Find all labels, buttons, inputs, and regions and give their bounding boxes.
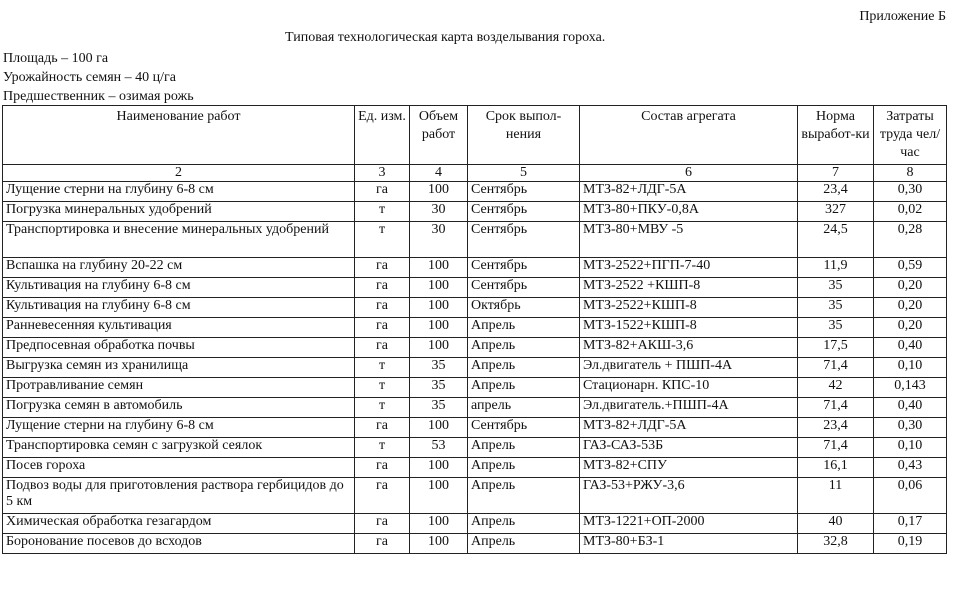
header-term: Срок выпол-нения bbox=[468, 106, 580, 165]
cell-norm: 42 bbox=[798, 378, 874, 398]
header-volume: Объем работ bbox=[410, 106, 468, 165]
cell-unitset: МТЗ-2522+КШП-8 bbox=[580, 298, 798, 318]
cell-unit: га bbox=[355, 478, 410, 514]
cell-unitset: МТЗ-82+АКШ-3,6 bbox=[580, 338, 798, 358]
cell-name: Химическая обработка гезагардом bbox=[3, 514, 355, 534]
cell-volume: 100 bbox=[410, 458, 468, 478]
table-row bbox=[3, 438, 947, 458]
table-row bbox=[3, 258, 947, 278]
cell-term: Октябрь bbox=[468, 298, 580, 318]
cell-unitset: МТЗ-80+БЗ-1 bbox=[580, 534, 798, 554]
cell-unitset: ГАЗ-53+РЖУ-3,6 bbox=[580, 478, 798, 514]
cell-name: Погрузка минеральных удобрений bbox=[3, 202, 355, 222]
table-row bbox=[3, 478, 947, 514]
cell-labor: 0,10 bbox=[874, 358, 947, 378]
cell-unitset: ГАЗ-САЗ-53Б bbox=[580, 438, 798, 458]
cell-labor: 0,59 bbox=[874, 258, 947, 278]
table-row bbox=[3, 278, 947, 298]
cell-unitset: МТЗ-2522 +КШП-8 bbox=[580, 278, 798, 298]
cell-unit: т bbox=[355, 222, 410, 258]
cell-name: Транспортировка и внесение минеральных удобрений bbox=[3, 222, 355, 258]
cell-name: Предпосевная обработка почвы bbox=[3, 338, 355, 358]
area-line: Площадь – 100 га bbox=[3, 51, 109, 66]
cell-norm: 35 bbox=[798, 278, 874, 298]
technology-map-table bbox=[2, 105, 947, 554]
cell-norm: 40 bbox=[798, 514, 874, 534]
cell-volume: 35 bbox=[410, 398, 468, 418]
header-unitset: Состав агрегата bbox=[580, 106, 798, 165]
cell-name: Подвоз воды для приготовления раствора гербицидов до 5 км bbox=[3, 478, 355, 514]
cell-labor: 0,20 bbox=[874, 318, 947, 338]
cell-unitset: МТЗ-80+МВУ -5 bbox=[580, 222, 798, 258]
cell-term: апрель bbox=[468, 398, 580, 418]
cell-labor: 0,17 bbox=[874, 514, 947, 534]
cell-unit: т bbox=[355, 398, 410, 418]
cell-norm: 35 bbox=[798, 298, 874, 318]
table-row bbox=[3, 298, 947, 318]
column-number: 2 bbox=[3, 165, 355, 182]
cell-volume: 35 bbox=[410, 358, 468, 378]
cell-unit: га bbox=[355, 338, 410, 358]
table-row bbox=[3, 338, 947, 358]
cell-norm: 71,4 bbox=[798, 398, 874, 418]
column-number: 6 bbox=[580, 165, 798, 182]
header-unit: Ед. изм. bbox=[355, 106, 410, 165]
cell-norm: 71,4 bbox=[798, 358, 874, 378]
table-row bbox=[3, 398, 947, 418]
header-labor: Затраты труда чел/час bbox=[874, 106, 947, 165]
cell-volume: 100 bbox=[410, 318, 468, 338]
cell-norm: 24,5 bbox=[798, 222, 874, 258]
cell-volume: 30 bbox=[410, 222, 468, 258]
cell-name: Лущение стерни на глубину 6-8 см bbox=[3, 182, 355, 202]
cell-name: Ранневесенняя культивация bbox=[3, 318, 355, 338]
table-row bbox=[3, 318, 947, 338]
cell-volume: 100 bbox=[410, 514, 468, 534]
cell-unit: га bbox=[355, 258, 410, 278]
cell-norm: 11 bbox=[798, 478, 874, 514]
cell-volume: 100 bbox=[410, 534, 468, 554]
document-title: Типовая технологическая карта возделывания гороха. bbox=[285, 30, 606, 45]
cell-unitset: МТЗ-82+ЛДГ-5А bbox=[580, 418, 798, 438]
table-row bbox=[3, 534, 947, 554]
cell-volume: 100 bbox=[410, 338, 468, 358]
cell-term: Сентябрь bbox=[468, 182, 580, 202]
column-number: 3 bbox=[355, 165, 410, 182]
cell-term: Сентябрь bbox=[468, 278, 580, 298]
cell-term: Сентябрь bbox=[468, 222, 580, 258]
cell-unitset: Стационарн. КПС-10 bbox=[580, 378, 798, 398]
cell-norm: 327 bbox=[798, 202, 874, 222]
cell-term: Сентябрь bbox=[468, 418, 580, 438]
cell-labor: 0,43 bbox=[874, 458, 947, 478]
cell-labor: 0,06 bbox=[874, 478, 947, 514]
cell-term: Апрель bbox=[468, 378, 580, 398]
cell-norm: 71,4 bbox=[798, 438, 874, 458]
table-row bbox=[3, 458, 947, 478]
cell-unit: т bbox=[355, 202, 410, 222]
cell-norm: 23,4 bbox=[798, 418, 874, 438]
cell-volume: 35 bbox=[410, 378, 468, 398]
column-number: 8 bbox=[874, 165, 947, 182]
cell-unitset: МТЗ-1522+КШП-8 bbox=[580, 318, 798, 338]
cell-unit: га bbox=[355, 534, 410, 554]
cell-name: Вспашка на глубину 20-22 см bbox=[3, 258, 355, 278]
cell-term: Апрель bbox=[468, 358, 580, 378]
table-row bbox=[3, 222, 947, 258]
cell-unitset: Эл.двигатель.+ПШП-4А bbox=[580, 398, 798, 418]
predecessor-line: Предшественник – озимая рожь bbox=[3, 89, 194, 104]
cell-norm: 16,1 bbox=[798, 458, 874, 478]
cell-name: Погрузка семян в автомобиль bbox=[3, 398, 355, 418]
cell-term: Апрель bbox=[468, 438, 580, 458]
appendix-label: Приложение Б bbox=[859, 9, 946, 24]
cell-term: Апрель bbox=[468, 534, 580, 554]
cell-volume: 100 bbox=[410, 258, 468, 278]
column-number: 7 bbox=[798, 165, 874, 182]
cell-term: Апрель bbox=[468, 478, 580, 514]
cell-unit: га bbox=[355, 298, 410, 318]
cell-name: Культивация на глубину 6-8 см bbox=[3, 298, 355, 318]
cell-name: Посев гороха bbox=[3, 458, 355, 478]
table-body bbox=[3, 182, 947, 554]
cell-unit: га bbox=[355, 318, 410, 338]
cell-labor: 0,30 bbox=[874, 182, 947, 202]
cell-unitset: МТЗ-2522+ПГП-7-40 bbox=[580, 258, 798, 278]
cell-unit: га bbox=[355, 458, 410, 478]
cell-labor: 0,20 bbox=[874, 278, 947, 298]
cell-norm: 35 bbox=[798, 318, 874, 338]
cell-term: Апрель bbox=[468, 458, 580, 478]
cell-labor: 0,10 bbox=[874, 438, 947, 458]
table-row bbox=[3, 358, 947, 378]
cell-labor: 0,30 bbox=[874, 418, 947, 438]
yield-line: Урожайность семян – 40 ц/га bbox=[3, 70, 176, 85]
cell-volume: 100 bbox=[410, 298, 468, 318]
cell-unitset: МТЗ-82+СПУ bbox=[580, 458, 798, 478]
cell-name: Лущение стерни на глубину 6-8 см bbox=[3, 418, 355, 438]
cell-norm: 23,4 bbox=[798, 182, 874, 202]
cell-unit: га bbox=[355, 418, 410, 438]
cell-volume: 30 bbox=[410, 202, 468, 222]
cell-name: Протравливание семян bbox=[3, 378, 355, 398]
column-number: 5 bbox=[468, 165, 580, 182]
cell-volume: 100 bbox=[410, 418, 468, 438]
cell-volume: 100 bbox=[410, 278, 468, 298]
cell-labor: 0,20 bbox=[874, 298, 947, 318]
cell-labor: 0,143 bbox=[874, 378, 947, 398]
cell-name: Транспортировка семян с загрузкой сеялок bbox=[3, 438, 355, 458]
cell-labor: 0,40 bbox=[874, 338, 947, 358]
cell-term: Апрель bbox=[468, 318, 580, 338]
header-name: Наименование работ bbox=[3, 106, 355, 165]
column-number: 4 bbox=[410, 165, 468, 182]
cell-volume: 100 bbox=[410, 182, 468, 202]
cell-unit: га bbox=[355, 182, 410, 202]
table-row bbox=[3, 202, 947, 222]
cell-unitset: МТЗ-80+ПКУ-0,8А bbox=[580, 202, 798, 222]
cell-term: Апрель bbox=[468, 338, 580, 358]
cell-norm: 17,5 bbox=[798, 338, 874, 358]
cell-name: Боронование посевов до всходов bbox=[3, 534, 355, 554]
table-row bbox=[3, 182, 947, 202]
cell-term: Сентябрь bbox=[468, 202, 580, 222]
cell-unitset: МТЗ-82+ЛДГ-5А bbox=[580, 182, 798, 202]
table-row bbox=[3, 514, 947, 534]
cell-labor: 0,40 bbox=[874, 398, 947, 418]
cell-term: Апрель bbox=[468, 514, 580, 534]
cell-name: Культивация на глубину 6-8 см bbox=[3, 278, 355, 298]
cell-volume: 100 bbox=[410, 478, 468, 514]
header-norm: Норма выработ-ки bbox=[798, 106, 874, 165]
cell-unit: га bbox=[355, 278, 410, 298]
cell-norm: 11,9 bbox=[798, 258, 874, 278]
cell-unit: т bbox=[355, 378, 410, 398]
cell-unit: т bbox=[355, 358, 410, 378]
cell-unit: га bbox=[355, 514, 410, 534]
cell-labor: 0,28 bbox=[874, 222, 947, 258]
cell-labor: 0,19 bbox=[874, 534, 947, 554]
cell-labor: 0,02 bbox=[874, 202, 947, 222]
cell-term: Сентябрь bbox=[468, 258, 580, 278]
cell-unit: т bbox=[355, 438, 410, 458]
cell-volume: 53 bbox=[410, 438, 468, 458]
table-row bbox=[3, 418, 947, 438]
cell-unitset: Эл.двигатель + ПШП-4А bbox=[580, 358, 798, 378]
cell-name: Выгрузка семян из хранилища bbox=[3, 358, 355, 378]
cell-unitset: МТЗ-1221+ОП-2000 bbox=[580, 514, 798, 534]
cell-norm: 32,8 bbox=[798, 534, 874, 554]
table-row bbox=[3, 378, 947, 398]
